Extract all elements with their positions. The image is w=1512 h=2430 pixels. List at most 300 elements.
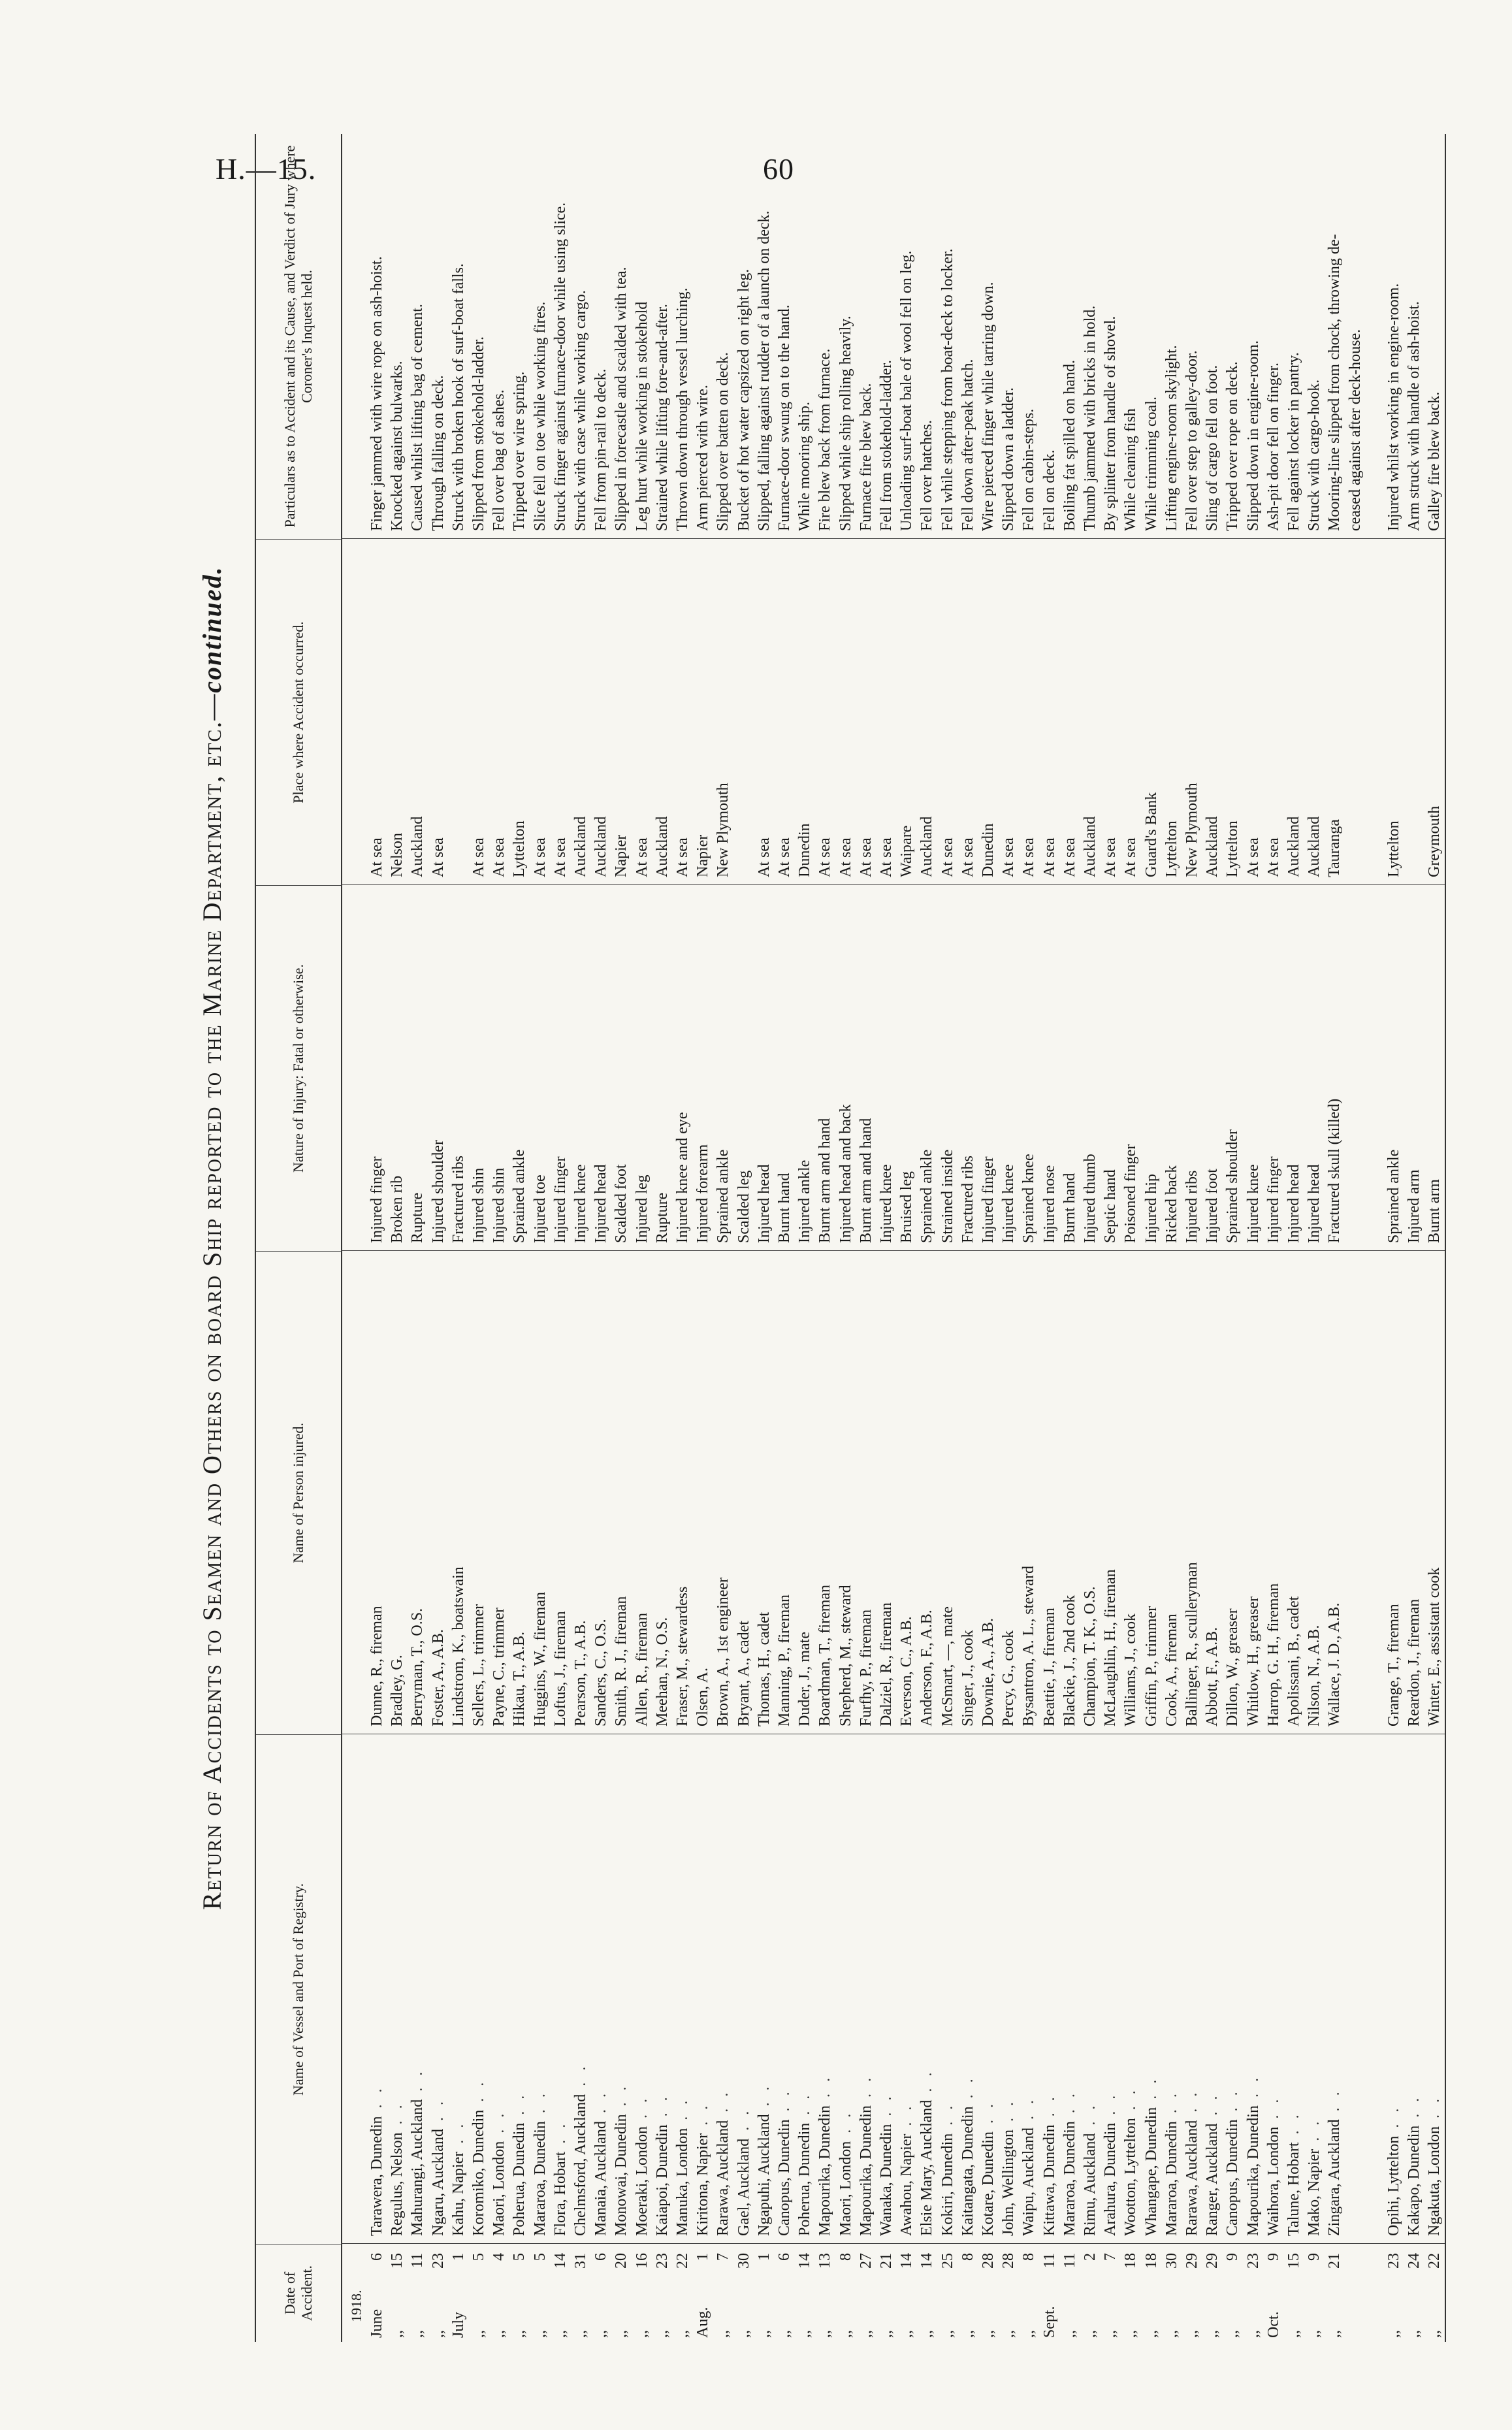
table-title-main: Return of Accidents to Seamen and Others on board Ship reported to the Marine Department, etc.— xyxy=(197,692,227,1910)
cell-place: At sea xyxy=(531,837,549,877)
cell-vessel: Regulus, Nelson . . xyxy=(389,2101,406,2236)
cell-vessel: Poherua, Dunedin . . xyxy=(796,2091,814,2236)
cell-particulars: Arm pierced with wire. xyxy=(694,385,712,531)
cell-person: Duder, J., mate xyxy=(796,1632,814,1726)
table-row xyxy=(591,134,611,2342)
cell-vessel: Kaitangata, Dunedin . . xyxy=(959,2075,976,2236)
cell-date: ,, 6 xyxy=(776,2253,793,2338)
cell-injury: Scalded leg xyxy=(735,1170,752,1243)
cell-injury: Injured finger xyxy=(980,1156,997,1243)
cell-injury: Ricked back xyxy=(1163,1165,1180,1243)
cell-vessel: Kittawa, Dunedin . . xyxy=(1040,2093,1058,2236)
cell-vessel: Talune, Hobart . . xyxy=(1285,2111,1302,2236)
cell-particulars: Knocked against bulwarks. xyxy=(389,361,406,531)
table-title-continued: continued. xyxy=(197,566,227,693)
cell-place: Waipare xyxy=(898,825,916,877)
cell-vessel: Manaia, Auckland . . xyxy=(592,2090,610,2236)
cell-place: At sea xyxy=(1102,837,1119,877)
table-row xyxy=(551,134,571,2342)
cell-vessel: Flora, Hobart . . xyxy=(551,2120,569,2236)
cell-date: ,, 5 xyxy=(511,2253,528,2338)
cell-injury: Fractured ribs xyxy=(959,1156,976,1243)
table-title xyxy=(183,134,242,2342)
cell-vessel: Ngapuhi, Auckland . . xyxy=(755,2082,773,2236)
cell-particulars: Fell on deck. xyxy=(1040,449,1058,531)
cell-date: ,, 22 xyxy=(1426,2253,1443,2338)
cell-person: Lindstrom, K., boatswain xyxy=(449,1566,467,1726)
cell-particulars: Thumb jammed with bricks in hold. xyxy=(1082,305,1099,531)
cell-date: ,, 4 xyxy=(491,2253,508,2338)
cell-vessel: Wanaka, Dunedin . . xyxy=(878,2092,895,2236)
cell-place: Lyttelton xyxy=(1224,820,1242,877)
cell-particulars: Slipped, falling against rudder of a launch on deck. xyxy=(755,210,773,531)
cell-person: Downie, A., A.B. xyxy=(980,1617,997,1726)
cell-date: ,, 8 xyxy=(1020,2253,1038,2338)
cell-injury: Injured finger xyxy=(368,1156,385,1243)
table-row xyxy=(1182,134,1202,2342)
cell-date: ,, 30 xyxy=(735,2253,752,2338)
cell-vessel: Arahura, Dunedin . . xyxy=(1102,2091,1119,2236)
cell-vessel: Moeraki, London . . xyxy=(633,2095,651,2236)
cell-vessel: Whangape, Dunedin . . xyxy=(1142,2075,1160,2236)
cell-date: ,, 29 xyxy=(1183,2253,1200,2338)
cell-vessel: Maori, London . . xyxy=(837,2109,854,2236)
cell-person: Champion, T. K., O.S. xyxy=(1082,1586,1099,1726)
cell-vessel: Kakapo, Dunedin . . xyxy=(1406,2094,1423,2236)
col-header-person: Name of Person injured. xyxy=(256,1251,341,1734)
cell-person: Olsen, A. xyxy=(694,1668,712,1726)
cell-vessel: Chelmsford, Auckland . . xyxy=(572,2062,589,2236)
cell-place: At sea xyxy=(837,837,854,877)
cell-person: Everson, C., A.B. xyxy=(898,1616,916,1726)
cell-person: Manning, P., fireman xyxy=(776,1595,793,1726)
cell-date: ,, 27 xyxy=(857,2253,875,2338)
cell-date: ,, 8 xyxy=(837,2253,854,2338)
cell-particulars: Fell over bag of ashes. xyxy=(491,389,508,531)
cell-date: ,, 7 xyxy=(1102,2253,1119,2338)
table-row xyxy=(1121,134,1141,2342)
cell-vessel: Kaiapoi, Dunedin . . xyxy=(653,2093,671,2236)
cell-place: At sea xyxy=(857,837,875,877)
cell-vessel: Kotare, Dunedin . . xyxy=(980,2100,997,2236)
cell-place: At sea xyxy=(1020,837,1038,877)
cell-person: Payne, C., trimmer xyxy=(491,1608,508,1726)
table-row xyxy=(1384,134,1404,2342)
table-row xyxy=(652,134,673,2342)
cell-injury: Injured head xyxy=(592,1164,610,1243)
cell-date: ,, 7 xyxy=(715,2253,732,2338)
cell-person: Huggins, W., fireman xyxy=(531,1592,549,1726)
table-row xyxy=(877,134,897,2342)
cell-vessel: Ngakuta, London . . xyxy=(1426,2095,1443,2236)
cell-person: Anderson, F., A.B. xyxy=(918,1610,936,1726)
cell-place: At sea xyxy=(674,837,691,877)
cell-place: Tauranga xyxy=(1326,819,1343,877)
cell-vessel: Ngaru, Auckland . . xyxy=(429,2098,447,2236)
cell-date: ,, 28 xyxy=(980,2253,997,2338)
cell-vessel xyxy=(1345,1734,1366,2244)
cell-particulars: Struck with cargo-hook. xyxy=(1306,379,1323,531)
cell-particulars: Arm struck with handle of ash-hoist. xyxy=(1406,301,1423,531)
cell-place: Guard's Bank xyxy=(1142,792,1160,877)
cell-injury: Injured thumb xyxy=(1082,1154,1099,1243)
page-number: 60 xyxy=(763,152,794,186)
cell-injury: Injured nose xyxy=(1040,1165,1058,1243)
cell-particulars: Fire blew back from furnace. xyxy=(816,348,834,531)
table-row xyxy=(999,134,1019,2342)
cell-injury: Injured shoulder xyxy=(429,1140,447,1243)
cell-date: ,, 23 xyxy=(1385,2253,1402,2338)
cell-person: Grange, T., fireman xyxy=(1385,1604,1402,1726)
cell-place: At sea xyxy=(633,837,651,877)
cell-place: Nelson xyxy=(389,833,406,877)
table-row xyxy=(489,134,509,2342)
cell-injury: Injured hip xyxy=(1142,1174,1160,1243)
cell-date: ,, 29 xyxy=(1204,2253,1221,2338)
cell-date: ,, 9 xyxy=(1306,2253,1323,2338)
table-row xyxy=(530,134,551,2342)
cell-person: Hikau, T., A.B. xyxy=(511,1631,528,1726)
cell-particulars: By splinter from handle of shovel. xyxy=(1102,316,1119,531)
table-column-headers xyxy=(256,134,342,2342)
cell-date: ,, 13 xyxy=(816,2253,834,2338)
cell-vessel: Canopus, Dunedin . . xyxy=(1224,2088,1242,2236)
table-row xyxy=(938,134,958,2342)
cell-injury: Rupture xyxy=(653,1192,671,1243)
cell-date: ,, 21 xyxy=(878,2253,895,2338)
cell-date: ,, 14 xyxy=(898,2253,916,2338)
cell-particulars: Slipped over batten on deck. xyxy=(715,352,732,531)
table-row xyxy=(469,134,489,2342)
cell-vessel: Waipu, Auckland . . xyxy=(1020,2096,1038,2236)
cell-vessel: Mararoa, Dunedin . . xyxy=(531,2090,549,2236)
table-row xyxy=(1424,134,1445,2342)
cell-person: Ballinger, R., sculleryman xyxy=(1183,1562,1200,1726)
cell-particulars: Fell on cabin-steps. xyxy=(1020,408,1038,531)
cell-vessel: Ranger, Auckland . . xyxy=(1204,2092,1221,2236)
cell-person: Allen, R., fireman xyxy=(633,1613,651,1726)
cell-date: ,, 2 xyxy=(1082,2253,1099,2338)
cell-person: Boardman, T., fireman xyxy=(816,1584,834,1726)
year-row xyxy=(346,134,366,2342)
table-row xyxy=(1304,134,1325,2342)
cell-vessel: Kiritona, Napier . . xyxy=(694,2101,712,2236)
cell-person: Griffin, P., trimmer xyxy=(1142,1606,1160,1726)
cell-vessel: Manuka, London . . xyxy=(674,2096,691,2236)
table-row xyxy=(367,134,387,2342)
cell-vessel: Opihi, Lyttelton . . xyxy=(1385,2104,1402,2236)
table-row xyxy=(815,134,835,2342)
table-row xyxy=(428,134,449,2342)
table-row xyxy=(449,134,469,2342)
cell-date: Sept. 11 xyxy=(1040,2253,1058,2338)
cell-vessel: Awahou, Napier . . xyxy=(898,2102,916,2236)
cell-person: Smith, R. J., fireman xyxy=(613,1596,630,1726)
cell-place: At sea xyxy=(551,837,569,877)
cell-particulars: Leg hurt while working in stokehold xyxy=(633,301,651,531)
cell-place: At sea xyxy=(878,837,895,877)
cell-injury: Injured arm xyxy=(1406,1169,1423,1243)
table-row xyxy=(775,134,795,2342)
cell-injury: Fractured skull (killed) xyxy=(1326,1098,1343,1243)
table-row xyxy=(673,134,693,2342)
cell-person: Dunne, R., fireman xyxy=(368,1606,385,1726)
cell-injury: Septic hand xyxy=(1102,1169,1119,1243)
cell-particulars: Slipped in forecastle and scalded with tea. xyxy=(613,267,630,531)
cell-injury: Sprained ankle xyxy=(511,1149,528,1243)
table-row xyxy=(1404,134,1424,2342)
cell-date: June 6 xyxy=(368,2253,385,2338)
cell-place: At sea xyxy=(939,837,956,877)
cell-date: ,, 24 xyxy=(1406,2253,1423,2338)
cell-date: ,, 5 xyxy=(470,2253,487,2338)
cell-date: ,, 14 xyxy=(551,2253,569,2338)
cell-person: Winter, E., assistant cook xyxy=(1426,1567,1443,1726)
cell-place: At sea xyxy=(470,837,487,877)
cell-injury: Injured ribs xyxy=(1183,1170,1200,1243)
cell-injury: Sprained ankle xyxy=(715,1149,732,1243)
cell-vessel: Mapourika, Dunedin . . xyxy=(1244,2074,1262,2236)
cell-particulars: Finger jammed with wire rope on ash-hoist. xyxy=(368,256,385,531)
table-row xyxy=(509,134,530,2342)
cell-person: Meehan, N., O.S. xyxy=(653,1617,671,1726)
table-row xyxy=(713,134,733,2342)
cell-vessel: Canopus, Dunedin . . xyxy=(776,2088,793,2236)
cell-particulars: While mooring ship. xyxy=(796,402,814,531)
cell-place: At sea xyxy=(429,837,447,877)
cell-particulars: Slipped down in engine-room. xyxy=(1244,340,1262,531)
col-header-place: Place where Accident occurred. xyxy=(256,539,341,885)
table-row xyxy=(1019,134,1039,2342)
table-row xyxy=(387,134,408,2342)
cell-person: Beattie, J., fireman xyxy=(1040,1608,1058,1726)
cell-vessel: Mahurangi, Auckland . . xyxy=(409,2067,426,2236)
cell-particulars: Thrown down through vessel lurching. xyxy=(674,287,691,531)
cell-vessel: Gael, Auckland . . xyxy=(735,2107,752,2236)
cell-injury: Injured head and back xyxy=(837,1104,854,1243)
cell-injury: Injured head xyxy=(1306,1164,1323,1243)
cell-person: Brown, A., 1st engineer xyxy=(715,1578,732,1726)
cell-person: Furfhy, P., fireman xyxy=(857,1609,875,1726)
cell-person xyxy=(1345,1251,1366,1734)
cell-place: At sea xyxy=(1264,837,1282,877)
cell-vessel: Zingara, Auckland . . xyxy=(1326,2088,1343,2236)
table-row xyxy=(1040,134,1060,2342)
table-row xyxy=(1244,134,1264,2342)
rotated-table-sheet xyxy=(183,134,1476,2342)
cell-place: At sea xyxy=(816,837,834,877)
col-header-vessel: Name of Vessel and Port of Registry. xyxy=(256,1734,341,2244)
cell-person: Abbott, F., A.B. xyxy=(1204,1627,1221,1726)
cell-particulars: Bucket of hot water capsized on right leg. xyxy=(735,268,752,531)
cell-date: ,, 20 xyxy=(613,2253,630,2338)
cell-date: ,, 5 xyxy=(531,2253,549,2338)
cell-place: Lyttelton xyxy=(1163,820,1180,877)
cell-person: Shepherd, M., steward xyxy=(837,1585,854,1726)
cell-injury: Injured ankle xyxy=(796,1159,814,1243)
cell-place: Napier xyxy=(694,834,712,877)
cell-particulars: Mooring-line slipped from chock, throwing de- xyxy=(1326,234,1343,531)
cell-particulars: Fell over step to galley-door. xyxy=(1183,350,1200,531)
cell-injury: Injured finger xyxy=(551,1156,569,1243)
cell-injury: Burnt hand xyxy=(1061,1173,1078,1243)
cell-injury: Burnt arm xyxy=(1426,1179,1443,1243)
table-row xyxy=(897,134,917,2342)
cell-vessel: Mako, Napier . . xyxy=(1306,2117,1323,2236)
cell-particulars: Fell against locker in pantry. xyxy=(1285,352,1302,531)
cell-particulars: Lifting engine-room skylight. xyxy=(1163,345,1180,531)
cell-particulars: Fell from pin-rail to deck. xyxy=(592,368,610,531)
accidents-table xyxy=(255,134,1446,2342)
cell-particulars: Tripped over wire spring. xyxy=(511,371,528,531)
cell-person: McSmart, —, mate xyxy=(939,1606,956,1726)
cell-place: At sea xyxy=(1122,837,1140,877)
cell-place: At sea xyxy=(1040,837,1058,877)
cell-injury: Injured knee xyxy=(1000,1164,1018,1243)
table-row xyxy=(1080,134,1101,2342)
table-row xyxy=(408,134,428,2342)
cell-date: ,, 30 xyxy=(1163,2253,1180,2338)
cell-particulars: Fell over hatches. xyxy=(918,420,936,531)
cell-person: Bryant, A., cadet xyxy=(735,1621,752,1726)
cell-person: Reardon, J., fireman xyxy=(1406,1598,1423,1726)
cell-injury: Burnt hand xyxy=(776,1173,793,1243)
cell-person: Loftus, J., fireman xyxy=(551,1611,569,1726)
year-label: 1918. xyxy=(348,2290,364,2322)
cell-particulars: Struck finger against furnace-door while using slice. xyxy=(551,202,569,531)
cell-place: At sea xyxy=(776,837,793,877)
cell-particulars: Struck with case while working cargo. xyxy=(572,290,589,531)
cell-particulars: Wire pierced finger while tarring down. xyxy=(980,282,997,531)
cell-vessel: Koromiko, Dunedin . . xyxy=(470,2078,487,2236)
cell-particulars: ceased against after deck-house. xyxy=(1346,329,1364,531)
table-row xyxy=(734,134,754,2342)
cell-particulars: Through falling on deck. xyxy=(429,375,447,531)
cell-injury: Injured knee xyxy=(572,1164,589,1243)
cell-particulars: Slipped down a ladder. xyxy=(1000,387,1018,531)
cell-place: Auckland xyxy=(572,816,589,877)
cell-place: Greymouth xyxy=(1426,805,1443,877)
cell-vessel: Mararoa, Dunedin . . xyxy=(1061,2090,1078,2236)
cell-person: Bysantron, A. L., steward xyxy=(1020,1566,1038,1726)
cell-particulars: Fell while stepping from boat-deck to locker. xyxy=(939,248,956,531)
cell-particulars: Caused whilst lifting bag of cement. xyxy=(409,304,426,531)
cell-date: ,, 11 xyxy=(1061,2253,1078,2338)
cell-particulars: Slipped from stokehold-ladder. xyxy=(470,336,487,531)
cell-place: Lyttelton xyxy=(1385,820,1402,877)
cell-place: Dunedin xyxy=(796,823,814,877)
table-row xyxy=(1202,134,1223,2342)
cell-place: Auckland xyxy=(1204,816,1221,877)
cell-person: Apolissani, B., cadet xyxy=(1285,1596,1302,1726)
cell-place: Auckland xyxy=(1285,816,1302,877)
cell-place: Auckland xyxy=(1306,816,1323,877)
cell-vessel: Wootton, Lyttelton . . xyxy=(1122,2086,1140,2236)
cell-particulars: Ash-pit door fell on finger. xyxy=(1264,363,1282,531)
cell-place: Auckland xyxy=(409,816,426,877)
cell-place: At sea xyxy=(368,837,385,877)
cell-person: Berryman, T., O.S. xyxy=(409,1608,426,1726)
table-row xyxy=(1264,134,1284,2342)
cell-injury: Rupture xyxy=(409,1192,426,1243)
table-row xyxy=(917,134,937,2342)
cell-date: July 1 xyxy=(449,2253,467,2338)
cell-injury: Injured shin xyxy=(491,1167,508,1243)
cell-date: ,, 11 xyxy=(409,2253,426,2338)
table-row xyxy=(1142,134,1162,2342)
cell-injury: Injured head xyxy=(755,1164,773,1243)
cell-place: Auckland xyxy=(1082,816,1099,877)
cell-place: At sea xyxy=(1244,837,1262,877)
cell-place: Auckland xyxy=(653,816,671,877)
cell-injury: Injured toe xyxy=(531,1174,549,1243)
table-row xyxy=(1162,134,1182,2342)
cell-date: ,, 15 xyxy=(389,2253,406,2338)
cell-particulars: Boiling fat spilled on hand. xyxy=(1061,360,1078,531)
cell-particulars: Furnace fire blew back. xyxy=(857,383,875,531)
cell-vessel: Kahu, Napier . . xyxy=(449,2120,467,2236)
cell-injury: Sprained ankle xyxy=(918,1149,936,1243)
cell-vessel: Poherua, Dunedin . . xyxy=(511,2091,528,2236)
cell-injury: Injured leg xyxy=(633,1174,651,1243)
cell-injury: Bruised leg xyxy=(898,1171,916,1243)
cell-date: ,, 8 xyxy=(959,2253,976,2338)
cell-injury: Injured forearm xyxy=(694,1144,712,1243)
table-body xyxy=(341,134,1445,2342)
cell-person: Sanders, C., O.S. xyxy=(592,1619,610,1726)
cell-person: Foster, A., A.B. xyxy=(429,1628,447,1726)
cell-date: ,, 18 xyxy=(1122,2253,1140,2338)
table-row xyxy=(795,134,815,2342)
cell-injury: Sprained shoulder xyxy=(1224,1129,1242,1243)
table-row xyxy=(1345,134,1366,2342)
cell-date: ,, 1 xyxy=(755,2253,773,2338)
cell-place: New Plymouth xyxy=(1183,783,1200,877)
cell-place: Auckland xyxy=(592,816,610,877)
table-row xyxy=(1223,134,1243,2342)
cell-person: Pearson, T., A.B. xyxy=(572,1620,589,1726)
cell-injury: Broken rib xyxy=(389,1175,406,1243)
cell-particulars: Slipped while ship rolling heavily. xyxy=(837,316,854,531)
table-row xyxy=(978,134,999,2342)
cell-vessel: Kokiri, Dunedin . . xyxy=(939,2101,956,2236)
cell-date xyxy=(1345,2244,1366,2342)
cell-place: Dunedin xyxy=(980,823,997,877)
col-header-injury: Nature of Injury: Fatal or otherwise. xyxy=(256,885,341,1251)
cell-vessel: Rarawa, Auckland . . xyxy=(1183,2088,1200,2236)
cell-date: ,, 28 xyxy=(1000,2253,1018,2338)
cell-injury: Injured knee and eye xyxy=(674,1112,691,1243)
cell-place: At sea xyxy=(1061,837,1078,877)
table-row xyxy=(1060,134,1080,2342)
cell-place: Lyttelton xyxy=(511,820,528,877)
cell-vessel: Mapourika, Dunedin . . xyxy=(816,2074,834,2236)
cell-particulars: Injured whilst working in engine-room. xyxy=(1385,283,1402,531)
table-row xyxy=(571,134,591,2342)
cell-date: ,, 15 xyxy=(1285,2253,1302,2338)
cell-person: Wallace, J. D., A.B. xyxy=(1326,1602,1343,1726)
cell-place: New Plymouth xyxy=(715,783,732,877)
cell-particulars: Slice fell on toe while working fires. xyxy=(531,301,549,531)
cell-particulars: Furnace-door swung on to the hand. xyxy=(776,304,793,531)
cell-particulars: Strained while lifting fore-and-after. xyxy=(653,304,671,531)
cell-place: Auckland xyxy=(918,816,936,877)
cell-date: ,, 16 xyxy=(633,2253,651,2338)
cell-date: ,, 14 xyxy=(918,2253,936,2338)
table-row xyxy=(754,134,775,2342)
cell-vessel: Maori, London . . xyxy=(491,2109,508,2236)
cell-injury: Sprained ankle xyxy=(1385,1149,1402,1243)
